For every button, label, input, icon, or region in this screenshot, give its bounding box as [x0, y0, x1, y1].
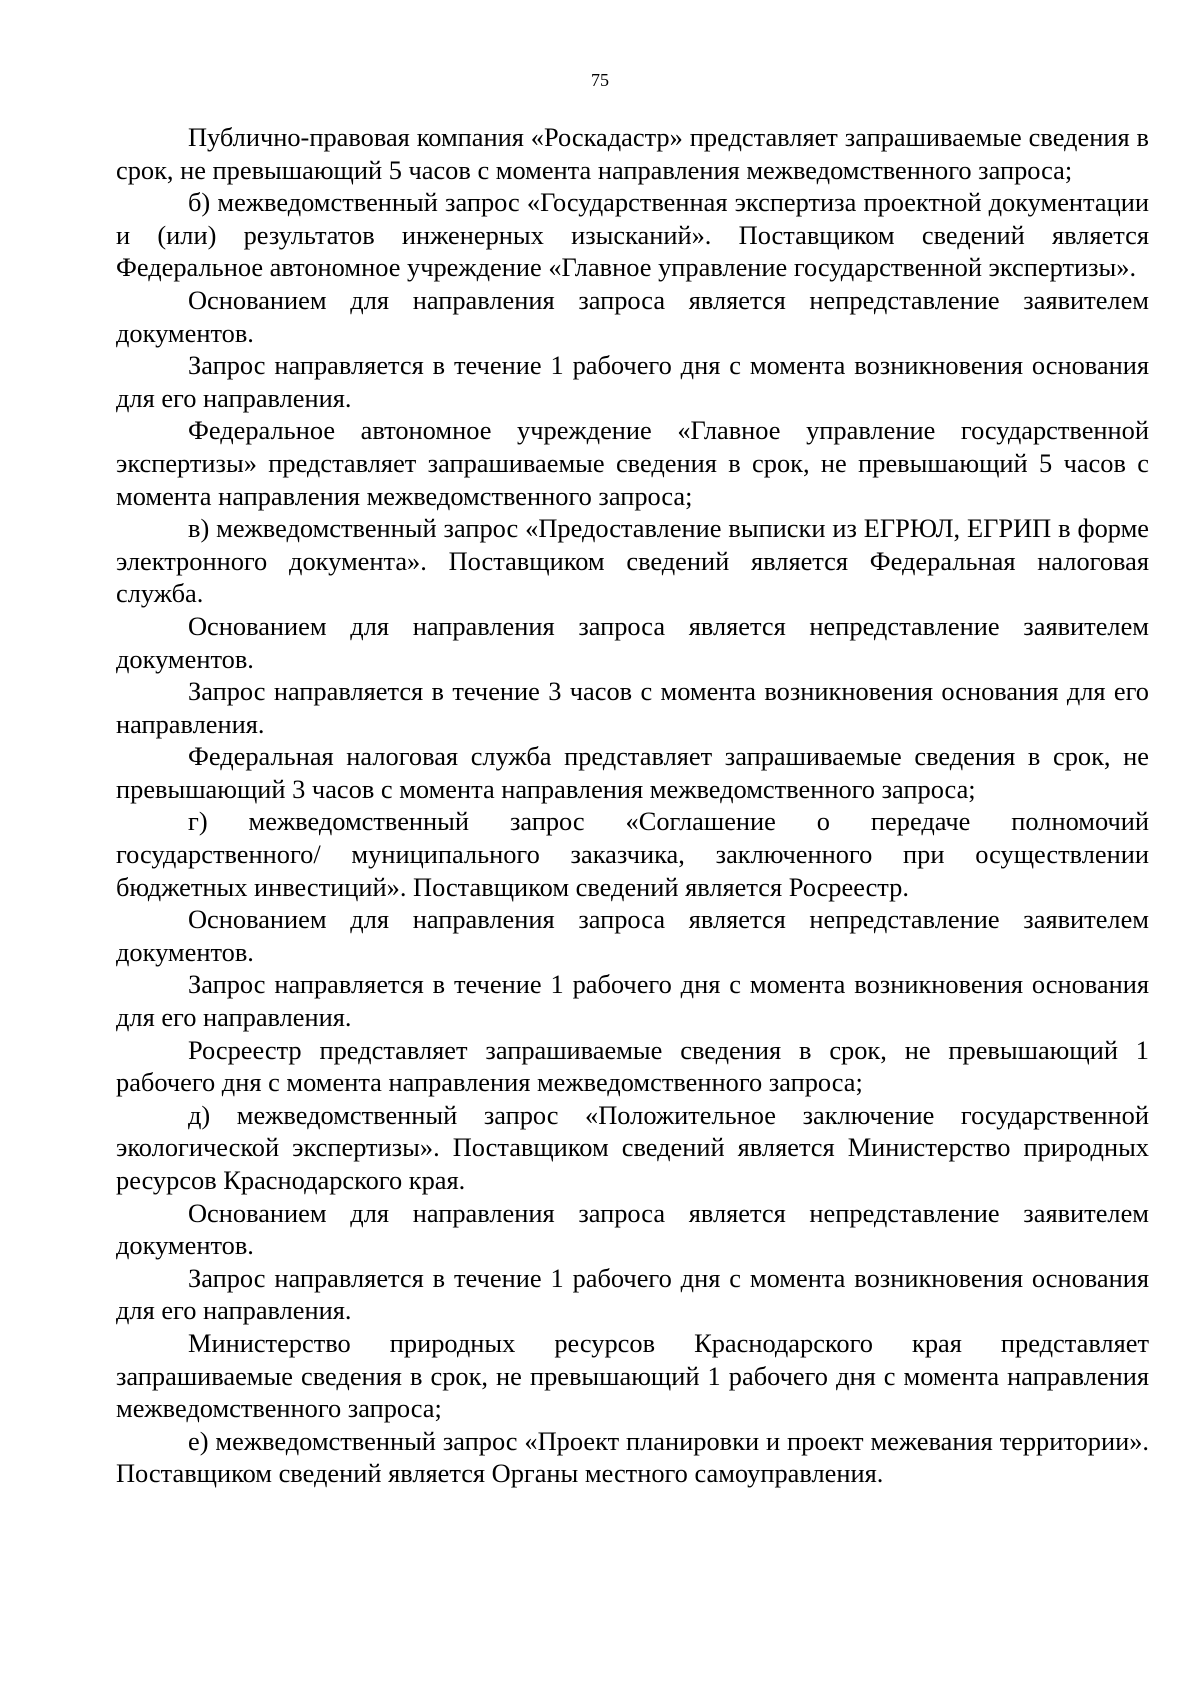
paragraph: Федеральное автономное учреждение «Главное управление государственной экспертизы» представляет запрашиваемые сведения в срок, не превышающий 5 часов с момента направления межведомственного запроса; — [116, 415, 1149, 511]
paragraph: Запрос направляется в течение 3 часов с момента возникновения основания для его направления. — [116, 676, 1149, 739]
paragraph: Основанием для направления запроса является непредставление заявителем документов. — [116, 284, 1149, 348]
paragraph: г) межведомственный запрос «Соглашение о передаче полномочий государственного/ муниципального заказчика, заключенного при осуществлении бюджетных инвестиций». Поставщиком сведений является Росреестр. — [116, 806, 1149, 902]
paragraph: Основанием для направления запроса является непредставление заявителем документов. — [116, 1197, 1149, 1261]
paragraph: Министерство природных ресурсов Краснодарского края представляет запрашиваемые сведения в срок, не превышающий 1 рабочего дня с момента направления межведомственного запроса; — [116, 1327, 1149, 1424]
paragraph: Запрос направляется в течение 1 рабочего дня с момента возникновения основания для его направления. — [116, 1262, 1149, 1326]
paragraph: Росреестр представляет запрашиваемые сведения в срок, не превышающий 1 рабочего дня с момента направления межведомственного запроса; — [116, 1034, 1149, 1098]
paragraph: д) межведомственный запрос «Положительное заключение государственной экологической экспертизы». Поставщиком сведений является Министерство природных ресурсов Краснодарского края. — [116, 1099, 1149, 1195]
paragraph: Запрос направляется в течение 1 рабочего дня с момента возникновения основания для его направления. — [116, 350, 1149, 413]
paragraph: Основанием для направления запроса является непредставление заявителем документов. — [116, 610, 1149, 674]
paragraph: е) межведомственный запрос «Проект планировки и проект межевания территории». Поставщиком сведений является Органы местного самоуправления. — [116, 1425, 1149, 1489]
paragraph: Федеральная налоговая служба представляет запрашиваемые сведения в срок, не превышающий 3 часов с момента направления межведомственного запроса; — [116, 741, 1149, 804]
paragraph: в) межведомственный запрос «Предоставление выписки из ЕГРЮЛ, ЕГРИП в форме электронного документа». Поставщиком сведений является Федеральная налоговая служба. — [116, 513, 1149, 609]
paragraph: Запрос направляется в течение 1 рабочего дня с момента возникновения основания для его направления. — [116, 969, 1149, 1033]
paragraph: б) межведомственный запрос «Государственная экспертиза проектной документации и (или) результатов инженерных изысканий». Поставщиком сведений является Федеральное автономное учреждение «Главное управление государственной экспертизы». — [116, 187, 1149, 283]
document-body — [116, 121, 1149, 1490]
paragraph: Основанием для направления запроса является непредставление заявителем документов. — [116, 904, 1149, 967]
paragraph: Публично-правовая компания «Роскадастр» представляет запрашиваемые сведения в срок, не превышающий 5 часов с момента направления межведомственного запроса; — [116, 122, 1149, 185]
page-number: 75 — [591, 70, 609, 90]
